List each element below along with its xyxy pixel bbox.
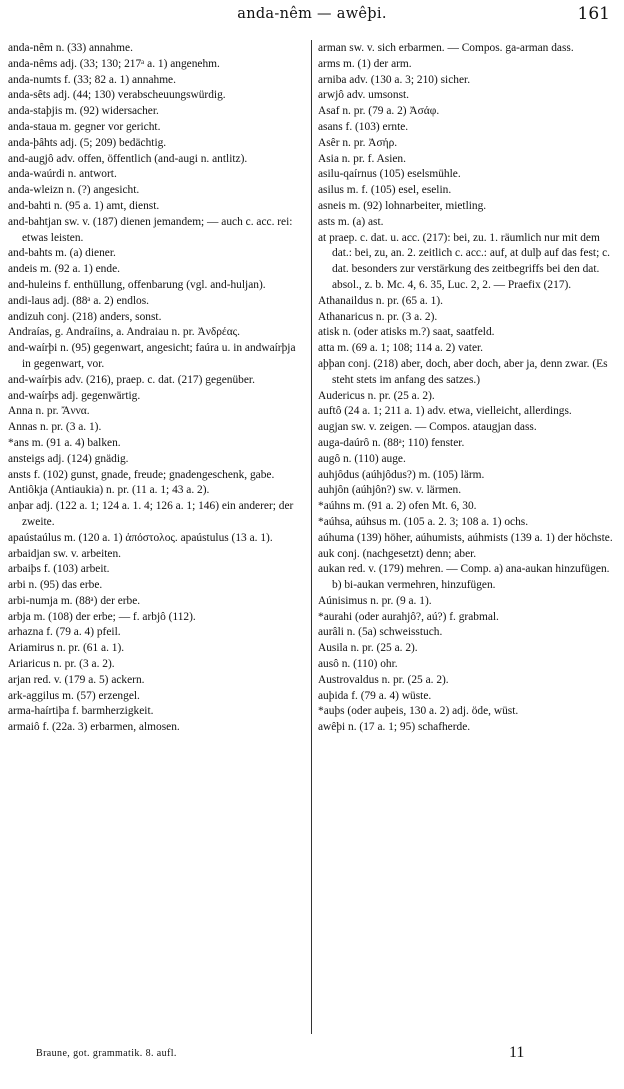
dictionary-entry: Annas n. pr. (3 a. 1). bbox=[8, 421, 102, 434]
dictionary-entry: Athanaricus n. pr. (3 a. 2). bbox=[318, 310, 438, 323]
dictionary-entry: armaiô f. (22a. 3) erbarmen, almosen. bbox=[8, 721, 180, 734]
dictionary-entry: atisk n. (oder atisks m.?) saat, saatfeld. bbox=[318, 326, 495, 339]
dictionary-entry: and-bahti n. (95 a. 1) amt, dienst. bbox=[8, 199, 160, 212]
dictionary-entry: asilus m. f. (105) esel, eselin. bbox=[318, 184, 452, 197]
dictionary-entry: arbi n. (95) das erbe. bbox=[8, 579, 103, 592]
dictionary-entry: ark-aggilus m. (57) erzengel. bbox=[8, 689, 140, 702]
dictionary-entry: aúhuma (139) höher, aúhumists, aúhmists (139 a. 1) der höchste. bbox=[318, 531, 613, 544]
dictionary-entry: *aúhns m. (91 a. 2) ofen Mt. 6, 30. bbox=[318, 500, 477, 513]
dictionary-entry: anda-nêms adj. (33; 130; 217ᵃ a. 1) angenehm. bbox=[8, 57, 220, 70]
dictionary-entry: asilu-qaírnus (105) eselsmühle. bbox=[318, 168, 461, 181]
dictionary-entry: anda-staþjis m. (92) widersacher. bbox=[8, 105, 159, 118]
dictionary-entry: and-waírþis adv. (216), praep. c. dat. (217) gegenüber. bbox=[8, 373, 255, 386]
dictionary-entry: *aurahi (oder aurahjô?, aú?) f. grabmal. bbox=[318, 610, 499, 623]
dictionary-entry: asts m. (a) ast. bbox=[318, 215, 384, 228]
dictionary-entry: auk conj. (nachgesetzt) denn; aber. bbox=[318, 547, 477, 560]
dictionary-entry: and-bahts m. (a) diener. bbox=[8, 247, 116, 260]
dictionary-entry: aurâli n. (5a) schweisstuch. bbox=[318, 626, 443, 639]
dictionary-entry: at praep. c. dat. u. acc. (217): bei, zu. 1. räumlich nur mit dem dat.: bei, zu, an. 2. zeitlich c. acc.: auf, at dulþ auf das fest; c. dat. besonders zur verstärkung des zeitbegriffs bei den dat. absol., z. b. Mc. 4, 6. 35, Luc. 2, 2. — Praefix (217). bbox=[318, 231, 611, 291]
page-number: 161 bbox=[577, 4, 610, 24]
dictionary-entry: *aúhsa, aúhsus m. (105 a. 2. 3; 108 a. 1) ochs. bbox=[318, 515, 529, 528]
running-title: anda-nêm — awêþi. bbox=[237, 6, 387, 22]
dictionary-entry: arman sw. v. sich erbarmen. — Compos. ga-arman dass. bbox=[318, 42, 574, 54]
dictionary-entry: Athanaildus n. pr. (65 a. 1). bbox=[318, 294, 443, 307]
dictionary-entry: *auþs (oder auþeis, 130 a. 2) adj. öde, wüst. bbox=[318, 705, 519, 718]
dictionary-entry: auhjôdus (aúhjôdus?) m. (105) lärm. bbox=[318, 468, 485, 481]
dictionary-entry: anda-staua m. gegner vor gericht. bbox=[8, 120, 161, 133]
dictionary-entry: awêþi n. (17 a. 1; 95) schafherde. bbox=[318, 721, 471, 734]
dictionary-entry: Ariaricus n. pr. (3 a. 2). bbox=[8, 658, 115, 671]
dictionary-entry: Anna n. pr. Ἄννα. bbox=[8, 405, 90, 418]
dictionary-entry: *ans m. (91 a. 4) balken. bbox=[8, 436, 121, 449]
dictionary-entry: Ausila n. pr. (25 a. 2). bbox=[318, 642, 418, 655]
dictionary-entry: and-augjô adv. offen, öffentlich (and-augi n. antlitz). bbox=[8, 152, 248, 165]
column-divider bbox=[311, 40, 312, 1034]
dictionary-entry: anda-numts f. (33; 82 a. 1) annahme. bbox=[8, 73, 176, 86]
dictionary-entry: arniba adv. (130 a. 3; 210) sicher. bbox=[318, 73, 471, 86]
dictionary-entry: and-huleins f. enthüllung, offenbarung (vgl. and-huljan). bbox=[8, 278, 266, 291]
dictionary-entry: Asia n. pr. f. Asien. bbox=[318, 152, 406, 165]
dictionary-entry: Asêr n. pr. Ἀσήρ. bbox=[318, 136, 398, 149]
dictionary-entry: atta m. (69 a. 1; 108; 114 a. 2) vater. bbox=[318, 342, 484, 355]
dictionary-entry: arbaidjan sw. v. arbeiten. bbox=[8, 547, 122, 560]
dictionary-entry: anda-sêts adj. (44; 130) verabscheuungswürdig. bbox=[8, 89, 226, 102]
dictionary-entry: aukan red. v. (179) mehren. — Comp. a) ana-aukan hinzufügen. b) bi-aukan vermehren, hinzufügen. bbox=[318, 563, 610, 592]
dictionary-entry: augjan sw. v. zeigen. — Compos. ataugjan dass. bbox=[318, 421, 537, 434]
dictionary-entry: auþida f. (79 a. 4) wüste. bbox=[318, 689, 432, 702]
dictionary-entry: arms m. (1) der arm. bbox=[318, 57, 412, 70]
dictionary-entry: augô n. (110) auge. bbox=[318, 452, 406, 465]
running-header bbox=[0, 4, 624, 28]
dictionary-entry: Audericus n. pr. (25 a. 2). bbox=[318, 389, 435, 402]
dictionary-entry: arbi-numja m. (88ᵃ) der erbe. bbox=[8, 594, 141, 607]
dictionary-entry: arhazna f. (79 a. 4) pfeil. bbox=[8, 626, 121, 639]
dictionary-entry: ansteigs adj. (124) gnädig. bbox=[8, 452, 129, 465]
right-column bbox=[318, 41, 616, 736]
dictionary-entry: anda-nêm n. (33) annahme. bbox=[8, 42, 133, 54]
dictionary-entry: arwjô adv. umsonst. bbox=[318, 89, 410, 102]
dictionary-entry: auhjôn (aúhjôn?) sw. v. lärmen. bbox=[318, 484, 462, 497]
dictionary-entry: anda-wleizn n. (?) angesicht. bbox=[8, 184, 140, 197]
dictionary-entry: Ariamirus n. pr. (61 a. 1). bbox=[8, 642, 125, 655]
dictionary-entry: andi-laus adj. (88ᵃ a. 2) endlos. bbox=[8, 294, 150, 307]
dictionary-entry: arjan red. v. (179 a. 5) ackern. bbox=[8, 673, 145, 686]
dictionary-entry: Andraías, g. Andraíins, a. Andraiau n. pr. Ἀνδρέας. bbox=[8, 326, 241, 339]
source-note: Braune, got. grammatik. 8. aufl. bbox=[36, 1048, 177, 1059]
dictionary-entry: ausô n. (110) ohr. bbox=[318, 658, 398, 671]
dictionary-entry: Aúnisimus n. pr. (9 a. 1). bbox=[318, 594, 432, 607]
dictionary-entry: asans f. (103) ernte. bbox=[318, 120, 409, 133]
dictionary-entry: apaústaúlus m. (120 a. 1) ἀπόστολος. apaústulus (13 a. 1). bbox=[8, 531, 273, 544]
dictionary-entry: aþþan conj. (218) aber, doch, aber doch, aber ja, denn zwar. (Es steht stets im anfang des satzes.) bbox=[318, 357, 608, 386]
dictionary-entry: andizuh conj. (218) anders, sonst. bbox=[8, 310, 162, 323]
dictionary-entry: arma-haírtiþa f. barmherzigkeit. bbox=[8, 705, 154, 718]
dictionary-entry: auga-daúrô n. (88ᵃ; 110) fenster. bbox=[318, 436, 465, 449]
dictionary-entry: anda-waúrdi n. antwort. bbox=[8, 168, 117, 181]
left-column bbox=[8, 41, 306, 736]
dictionary-entry: and-bahtjan sw. v. (187) dienen jemandem; — auch c. acc. rei: etwas leisten. bbox=[8, 215, 293, 244]
dictionary-entry: auftô (24 a. 1; 211 a. 1) adv. etwa, vielleicht, allerdings. bbox=[318, 405, 572, 418]
dictionary-entry: anda-þâhts adj. (5; 209) bedächtig. bbox=[8, 136, 167, 149]
dictionary-entry: Asaf n. pr. (79 a. 2) Ἀσάφ. bbox=[318, 105, 440, 118]
dictionary-entry: ansts f. (102) gunst, gnade, freude; gnadengeschenk, gabe. bbox=[8, 468, 275, 481]
dictionary-entry: arbja m. (108) der erbe; — f. arbjô (112). bbox=[8, 610, 196, 623]
signature-mark: 11 bbox=[509, 1044, 525, 1061]
dictionary-entry: and-waírþs adj. gegenwärtig. bbox=[8, 389, 141, 402]
dictionary-entry: and-waírþi n. (95) gegenwart, angesicht; faúra u. in andwaírþja in gegenwart, vor. bbox=[8, 342, 296, 370]
dictionary-entry: arbaiþs f. (103) arbeit. bbox=[8, 563, 110, 576]
dictionary-entry: asneis m. (92) lohnarbeiter, mietling. bbox=[318, 199, 487, 212]
dictionary-entry: anþar adj. (122 a. 1; 124 a. 1. 4; 126 a. 1; 146) ein anderer; der zweite. bbox=[8, 500, 294, 528]
dictionary-entry: Austrovaldus n. pr. (25 a. 2). bbox=[318, 673, 449, 686]
dictionary-entry: Antiôkja (Antiaukia) n. pr. (11 a. 1; 43 a. 2). bbox=[8, 484, 210, 497]
page-footer bbox=[0, 1046, 624, 1076]
dictionary-entry: andeis m. (92 a. 1) ende. bbox=[8, 263, 120, 276]
